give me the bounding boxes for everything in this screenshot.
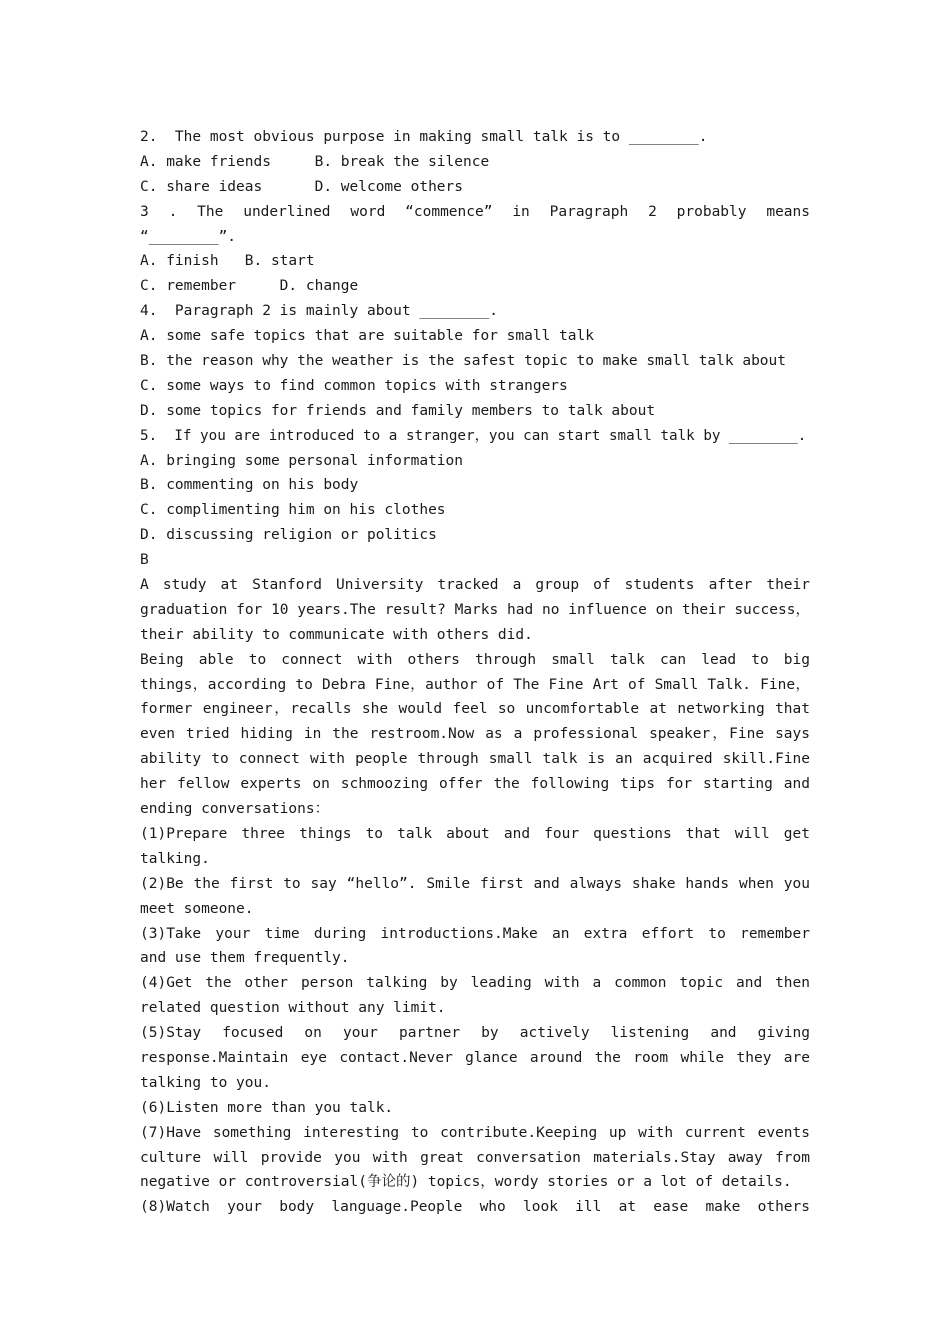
text-line: even tried hiding in the restroom.Now as a professional speaker，Fine says	[140, 726, 810, 743]
text-line: C. remember D. change	[140, 278, 359, 295]
text-line: D. discussing religion or politics	[140, 527, 437, 544]
text-line: C. some ways to find common topics with strangers	[140, 377, 568, 394]
text-line: C. complimenting him on his clothes	[140, 502, 446, 519]
text-line: meet someone.	[140, 900, 254, 917]
text-line: 4. Paragraph 2 is mainly about ________.	[140, 303, 498, 320]
text-line: A. make friends B. break the silence	[140, 153, 490, 170]
text-line: and use them frequently.	[140, 950, 350, 967]
text-line: 2. The most obvious purpose in making small talk is to ________.	[140, 129, 708, 145]
text-line: talking.	[140, 850, 210, 867]
text-line: Being able to connect with others through small talk can lead to big	[140, 651, 810, 668]
text-line: negative or controversial(争论的) topics，wordy stories or a lot of details.	[140, 1174, 792, 1191]
text-line: B. commenting on his body	[140, 477, 359, 494]
text-line: (3)Take your time during introductions.Make an extra effort to remember	[140, 925, 810, 942]
text-line: (8)Watch your body language.People who look ill at ease make others	[140, 1199, 810, 1216]
text-line: (4)Get the other person talking by leading with a common topic and then	[140, 975, 810, 992]
text-line: 3 . The underlined word “commence” in Paragraph 2 probably means	[140, 203, 810, 220]
text-line: former engineer，recalls she would feel so uncomfortable at networking that	[140, 701, 810, 718]
text-line: their ability to communicate with others did.	[140, 626, 533, 643]
text-line: A study at Stanford University tracked a group of students after their	[140, 577, 810, 594]
text-line: ability to connect with people through small talk is an acquired skill.Fine	[140, 751, 810, 768]
text-line: culture will provide you with great conversation materials.Stay away from	[140, 1149, 810, 1166]
text-line: (2)Be the first to say “hello”. Smile first and always shake hands when you	[140, 875, 810, 892]
text-line: (6)Listen more than you talk.	[140, 1099, 394, 1116]
text-line: A. some safe topics that are suitable for small talk	[140, 328, 594, 345]
text-line: C. share ideas D. welcome others	[140, 178, 464, 195]
text-line: 5. If you are introduced to a stranger，you can start small talk by ________.	[140, 427, 807, 444]
text-line: (5)Stay focused on your partner by actively listening and giving	[140, 1025, 810, 1042]
text-line: related question without any limit.	[140, 1000, 446, 1017]
text-line: A. bringing some personal information	[140, 452, 464, 469]
text-line: her fellow experts on schmoozing offer the following tips for starting and	[140, 776, 810, 793]
text-line: things，according to Debra Fine，author of The Fine Art of Small Talk. Fine，	[140, 676, 810, 693]
text-line: graduation for 10 years.The result? Marks had no influence on their success，	[140, 601, 810, 618]
text-line: B. the reason why the weather is the safest topic to make small talk about	[140, 353, 787, 370]
text-line: talking to you.	[140, 1074, 271, 1091]
text-line: (1)Prepare three things to talk about and four questions that will get	[140, 825, 810, 842]
text-line: A. finish B. start	[140, 253, 315, 270]
text-line: (7)Have something interesting to contribute.Keeping up with current events	[140, 1124, 810, 1141]
text-line: response.Maintain eye contact.Never glance around the room while they are	[140, 1049, 810, 1066]
text-line: “________”.	[140, 228, 237, 245]
text-line: B	[140, 552, 149, 569]
text-line: D. some topics for friends and family members to talk about	[140, 402, 656, 419]
document-body	[140, 125, 810, 1220]
text-line: ending conversations：	[140, 801, 330, 818]
